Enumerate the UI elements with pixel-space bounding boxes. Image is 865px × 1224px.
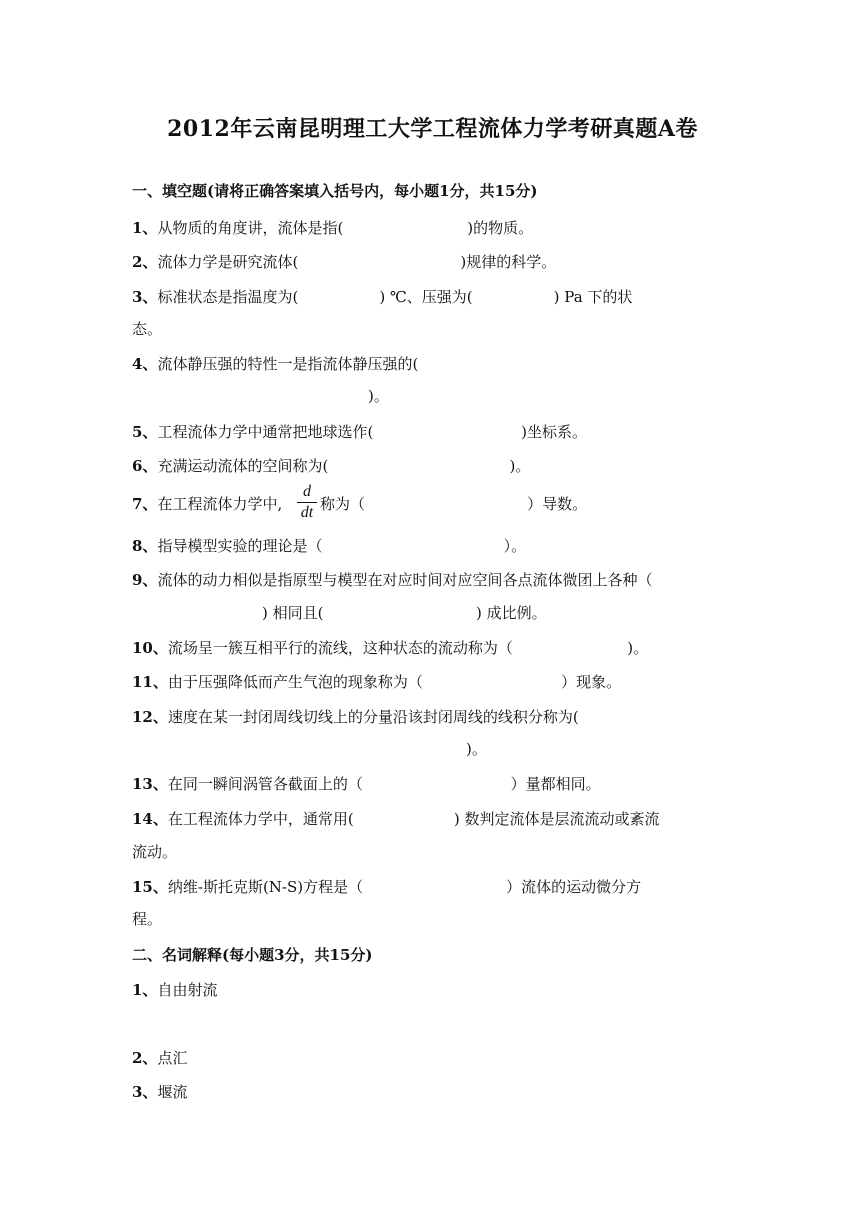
- question-number: 14、: [132, 810, 168, 828]
- question-number: 15、: [132, 878, 168, 896]
- question-number: 2、: [132, 253, 158, 271]
- question-11: [132, 671, 621, 692]
- term-number: 2、: [132, 1049, 158, 1067]
- question-text: 标准状态是指温度为( ) ℃、压强为( ) Pa 下的状: [157, 288, 633, 306]
- question-number: 12、: [132, 708, 168, 726]
- question-text-prefix: 在工程流体力学中,: [157, 495, 283, 513]
- question-number: 5、: [132, 423, 158, 441]
- question-2: [132, 251, 556, 272]
- document-title: 2012年云南昆明理工大学工程流体力学考研真题A卷: [167, 116, 698, 142]
- term-3: [132, 1081, 187, 1102]
- question-text: 在同一瞬间涡管各截面上的（ ）量都相同。: [167, 775, 601, 793]
- section-2-heading: 二、名词解释(每小题3分，共15分): [132, 946, 373, 964]
- question-number: 7、: [132, 495, 158, 513]
- question-number: 11、: [132, 673, 168, 691]
- question-number: 3、: [132, 288, 158, 306]
- question-14-continuation: 流动。: [132, 843, 178, 861]
- question-12: [132, 706, 579, 727]
- question-number: 8、: [132, 537, 158, 555]
- question-7-suffix: 称为（ ）导数。: [320, 495, 588, 513]
- section-1-heading: 一、填空题(请将正确答案填入括号内，每小题1分，共15分): [132, 182, 538, 200]
- term-text: 自由射流: [157, 981, 218, 999]
- question-5: [132, 421, 587, 442]
- question-number: 13、: [132, 775, 168, 793]
- question-text: 流体静压强的特性一是指流体静压强的(: [157, 355, 419, 373]
- question-6: [132, 455, 530, 476]
- term-1: [132, 979, 217, 1000]
- question-12-continuation: )。: [466, 740, 487, 758]
- question-10: [132, 637, 648, 658]
- question-text: 速度在某一封闭周线切线上的分量沿该封闭周线的线积分称为(: [167, 708, 579, 726]
- question-number: 10、: [132, 639, 168, 657]
- term-number: 3、: [132, 1083, 158, 1101]
- question-text: 从物质的角度讲，流体是指( )的物质。: [157, 219, 534, 237]
- question-14: [132, 808, 659, 829]
- question-number: 1、: [132, 219, 158, 237]
- question-9-continuation: ) 相同且( ) 成比例。: [262, 604, 547, 622]
- question-1: [132, 217, 533, 238]
- question-13: [132, 773, 601, 794]
- question-15: [132, 876, 641, 897]
- question-text: 由于压强降低而产生气泡的现象称为（ ）现象。: [167, 673, 622, 691]
- fraction-numerator: d: [303, 483, 311, 500]
- term-number: 1、: [132, 981, 158, 999]
- question-15-continuation: 程。: [132, 910, 163, 928]
- question-text: 指导模型实验的理论是（ ）。: [157, 537, 527, 555]
- question-4: [132, 353, 418, 374]
- question-text: 充满运动流体的空间称为( )。: [157, 457, 531, 475]
- question-4-continuation: )。: [368, 387, 389, 405]
- question-number: 4、: [132, 355, 158, 373]
- question-text: 流场呈一簇互相平行的流线，这种状态的流动称为（ )。: [167, 639, 649, 657]
- question-text: 在工程流体力学中，通常用( ) 数判定流体是层流流动或紊流: [167, 810, 660, 828]
- term-text: 点汇: [157, 1049, 188, 1067]
- question-number: 9、: [132, 571, 158, 589]
- question-3-continuation: 态。: [132, 320, 163, 338]
- fraction-denominator: dt: [300, 504, 314, 521]
- question-number: 6、: [132, 457, 158, 475]
- derivative-fraction: [296, 484, 318, 521]
- question-3: [132, 286, 632, 307]
- question-text: 纳维-斯托克斯(N-S)方程是（ ）流体的运动微分方: [167, 878, 642, 896]
- question-text: 工程流体力学中通常把地球选作( )坐标系。: [157, 423, 587, 441]
- question-9: [132, 569, 652, 590]
- question-7: [132, 493, 282, 514]
- term-text: 堰流: [157, 1083, 188, 1101]
- question-8: [132, 535, 526, 556]
- question-text: 流体力学是研究流体( )规律的科学。: [157, 253, 557, 271]
- term-2: [132, 1047, 187, 1068]
- question-text: 流体的动力相似是指原型与模型在对应时间对应空间各点流体微团上各种（: [157, 571, 653, 589]
